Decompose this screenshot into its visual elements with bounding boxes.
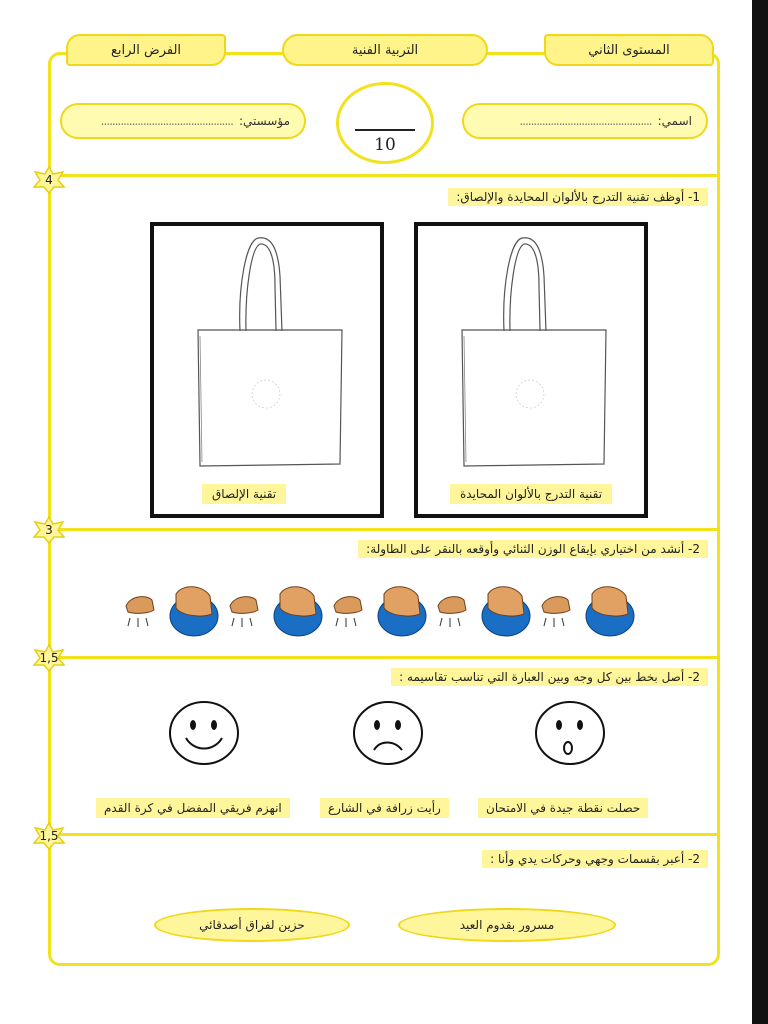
divider-4: [48, 833, 720, 836]
subject-tab: [282, 34, 488, 66]
q2-prompt: 2- أنشد من اختياري بإيقاع الوزن الثنائي وأوقعه بالنقر على الطاولة:: [358, 540, 708, 558]
tote-bag-icon: [418, 226, 644, 514]
choice-happy-eid[interactable]: مسرور بقدوم العيد: [398, 908, 616, 942]
school-dots: ...............................................: [100, 114, 233, 128]
divider-2: [48, 528, 720, 531]
points-q2: 3: [45, 523, 53, 537]
happy-face-icon: [166, 698, 242, 768]
statement-good-grade[interactable]: حصلت نقطة جيدة في الامتحان: [478, 798, 648, 818]
points-badge-q3: [32, 644, 66, 672]
rhythm-pair: [224, 580, 328, 640]
school-field[interactable]: [60, 103, 306, 139]
choice-sad-friends[interactable]: حزين لفراق أصدقائي: [154, 908, 350, 942]
right-edge-bar: [752, 0, 768, 1024]
subject-text: التربية الفنية: [351, 42, 419, 58]
points-q3: 1,5: [39, 651, 59, 665]
level-tab: [544, 34, 714, 66]
divider-1: [48, 174, 720, 177]
tap-hand-icon: [126, 597, 154, 627]
sad-face-icon: [350, 698, 426, 768]
rhythm-row: [120, 580, 640, 640]
exam-text: الفرض الرابع: [110, 42, 182, 58]
drum-hand-icon: [170, 587, 218, 636]
statement-team-lost[interactable]: انهزم فريقي المفضل في كرة القدم: [96, 798, 290, 818]
score-total: 10: [374, 135, 396, 155]
name-field[interactable]: [462, 103, 708, 139]
q1-prompt: 1- أوظف تقنية التدرج بالألوان المحايدة والإلصاق:: [448, 188, 708, 206]
points-badge-q1: [32, 166, 66, 194]
divider-3: [48, 656, 720, 659]
rhythm-pair: [536, 580, 640, 640]
q4-prompt: 2- أعبر بقسمات وجهي وحركات يدي وأنا :: [482, 850, 708, 868]
points-badge-q4: [32, 822, 66, 850]
q3-prompt: 2- أصل بخط بين كل وجه وبين العبارة التي تناسب تقاسيمه :: [391, 668, 708, 686]
points-q4: 1,5: [39, 829, 59, 843]
points-q1: 4: [45, 173, 53, 187]
rhythm-pair: [432, 580, 536, 640]
score-line: [355, 129, 415, 131]
bag-box-left[interactable]: [150, 222, 384, 518]
school-label: مؤسستي:: [238, 114, 290, 128]
bag-box-right[interactable]: [414, 222, 648, 518]
tote-bag-icon: [154, 226, 380, 514]
rhythm-pair: [120, 580, 224, 640]
bag-label-right: تقنية التدرج بالألوان المحايدة: [450, 484, 612, 504]
name-label: اسمي:: [657, 114, 692, 128]
statement-giraffe[interactable]: رأيت زرافة في الشارع: [320, 798, 449, 818]
points-badge-q2: [32, 516, 66, 544]
bag-label-left: تقنية الإلصاق: [202, 484, 286, 504]
score-circle: [336, 82, 434, 164]
exam-tab: [66, 34, 226, 66]
rhythm-pair: [328, 580, 432, 640]
level-text: المستوى الثاني: [588, 42, 670, 58]
surprised-face-icon: [532, 698, 608, 768]
name-dots: ...............................................: [519, 114, 652, 128]
